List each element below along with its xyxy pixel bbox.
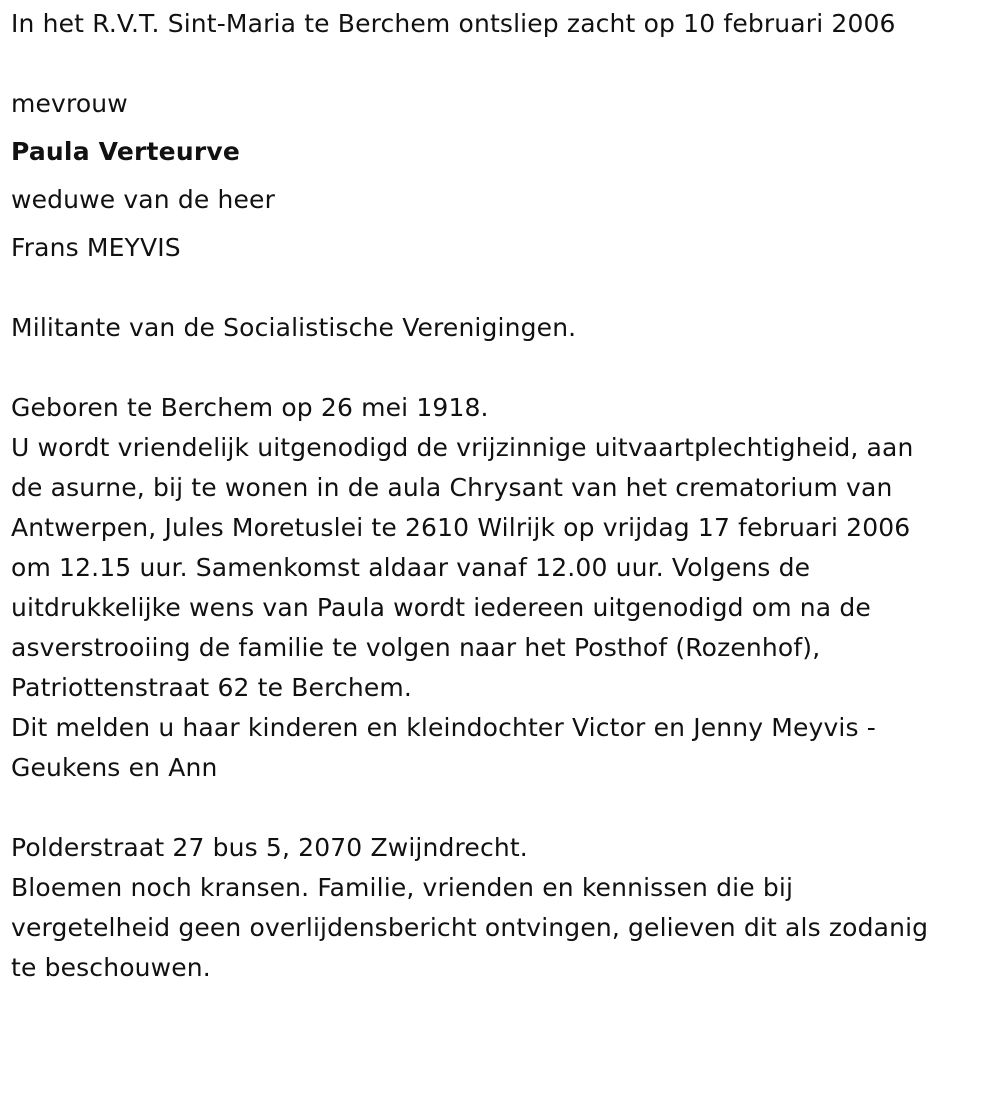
affiliation-text: Militante van de Socialistische Verenigingen. [11,313,577,342]
announcement-paragraph [11,708,981,788]
announcement-line: Geukens en Ann [11,753,218,782]
deceased-name: Paula Verteurve [11,137,241,166]
closing-line: vergetelheid geen overlijdensbericht ontvingen, gelieven dit als zodanig [11,913,929,942]
invitation-paragraph [11,428,981,708]
invitation-line: asverstrooiing de familie te volgen naar het Posthof (Rozenhof), [11,633,821,662]
invitation-line: de asurne, bij te wonen in de aula Chrysant van het crematorium van [11,473,893,502]
invitation-line: Antwerpen, Jules Moretuslei te 2610 Wilrijk op vrijdag 17 februari 2006 [11,513,911,542]
intro-text: In het R.V.T. Sint-Maria te Berchem ontsliep zacht op 10 februari 2006 [11,9,896,38]
relation-text: weduwe van de heer [11,185,276,214]
closing-line: Bloemen noch kransen. Familie, vrienden en kennissen die bij [11,873,794,902]
spouse-name: Frans MEYVIS [11,233,181,262]
title-text: mevrouw [11,89,128,118]
invitation-line: U wordt vriendelijk uitgenodigd de vrijzinnige uitvaartplechtigheid, aan [11,433,914,462]
announcement-line: Dit melden u haar kinderen en kleindochter Victor en Jenny Meyvis - [11,713,876,742]
closing-line: te beschouwen. [11,953,211,982]
closing-paragraph [11,868,981,988]
invitation-line: om 12.15 uur. Samenkomst aldaar vanaf 12.00 uur. Volgens de [11,553,811,582]
invitation-line: Patriottenstraat 62 te Berchem. [11,673,412,702]
address-text: Polderstraat 27 bus 5, 2070 Zwijndrecht. [11,833,528,862]
invitation-line: uitdrukkelijke wens van Paula wordt iedereen uitgenodigd om na de [11,593,871,622]
birth-text: Geboren te Berchem op 26 mei 1918. [11,393,489,422]
